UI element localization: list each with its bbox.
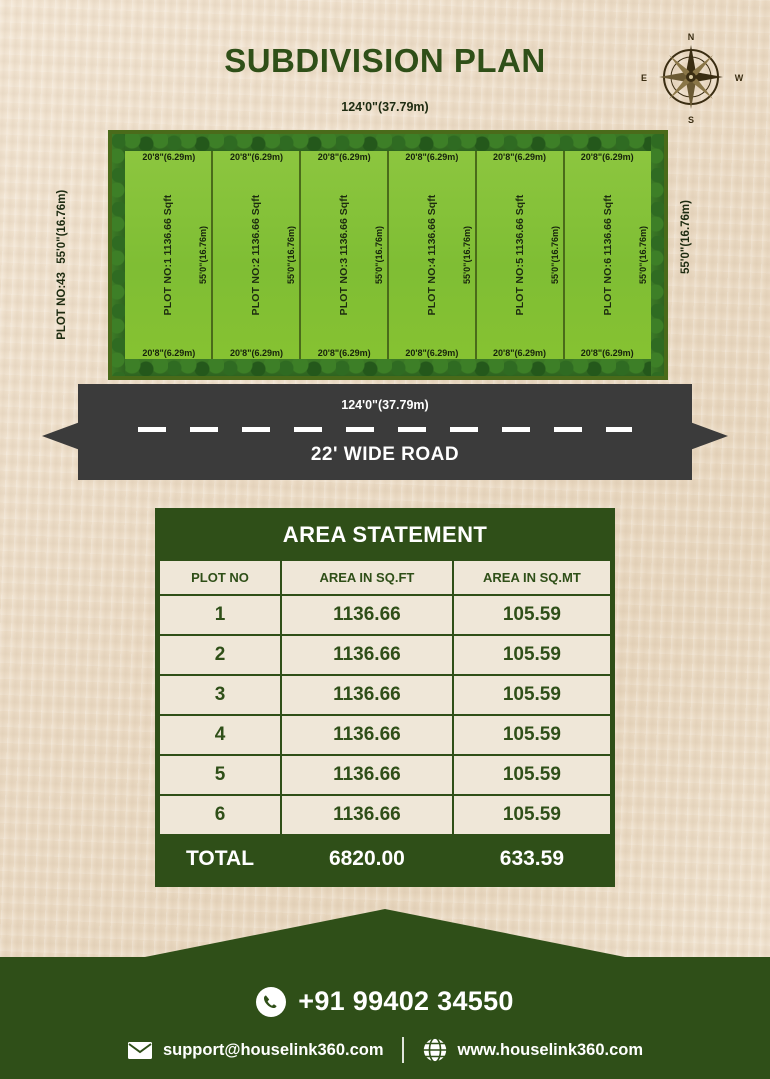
svg-text:S: S: [687, 115, 695, 125]
plot-top-dimension: 20'8"(6.29m): [580, 152, 634, 162]
road-center-line: [138, 427, 632, 432]
plot-side-dimension: 55'0"(16.76m): [638, 226, 648, 284]
area-table: [158, 559, 612, 884]
footer: [0, 904, 770, 1079]
plan-left-labels: [56, 190, 68, 340]
plot-bottom-dimension: 20'8"(6.29m): [142, 348, 196, 358]
footer-chevron-decor: [145, 909, 625, 957]
cell-area-sqmt: 105.59: [453, 675, 611, 715]
plot-bottom-dimension: 20'8"(6.29m): [493, 348, 546, 358]
plot-cell[interactable]: [213, 151, 301, 359]
table-row: [159, 675, 611, 715]
cell-plot-no: 2: [159, 635, 281, 675]
plot-area-label: 1136.66 Sqft: [426, 194, 438, 256]
plot-cell[interactable]: [389, 151, 477, 359]
area-statement-title: AREA STATEMENT: [158, 511, 612, 559]
road-dimension: 124'0"(37.79m): [341, 398, 429, 412]
cell-area-sqft: 1136.66: [281, 795, 453, 835]
hedge-left-decor: [112, 134, 125, 376]
table-row: [159, 635, 611, 675]
table-total-row: [159, 835, 611, 883]
envelope-icon: [127, 1041, 153, 1060]
neighbor-plot-label: PLOT NO:43: [56, 272, 68, 340]
plot-cell[interactable]: [565, 151, 651, 359]
road-label: 22' WIDE ROAD: [310, 444, 460, 465]
plot-number-label: PLOT NO:3: [338, 257, 350, 316]
hedge-bottom-decor: [112, 359, 664, 376]
table-row: [159, 795, 611, 835]
table-row: [159, 715, 611, 755]
cell-area-sqmt: 105.59: [453, 595, 611, 635]
table-header-row: [159, 560, 611, 595]
table-row: [159, 755, 611, 795]
column-header-plot-no: PLOT NO: [159, 560, 281, 595]
plot-side-dimension: 55'0"(16.76m): [462, 226, 472, 284]
plot-cell[interactable]: [125, 151, 213, 359]
page-title: SUBDIVISION PLAN: [224, 42, 546, 79]
plot-area-label: 1136.66 Sqft: [514, 194, 526, 256]
plot-bottom-dimension: 20'8"(6.29m): [230, 348, 283, 358]
cell-plot-no: 5: [159, 755, 281, 795]
plot-side-dimension: 55'0"(16.76m): [550, 226, 560, 284]
column-header-area-sqmt: AREA IN SQ.MT: [453, 560, 611, 595]
plot-area-label: 1136.66 Sqft: [602, 194, 614, 256]
plot-bottom-dimension: 20'8"(6.29m): [580, 348, 634, 358]
plot-number-label: PLOT NO:2: [250, 257, 262, 316]
footer-divider: [402, 1037, 404, 1063]
plot-side-dimension: 55'0"(16.76m): [286, 226, 296, 284]
area-statement-table: [155, 508, 615, 887]
plot-top-dimension: 20'8"(6.29m): [493, 152, 546, 162]
plot-side-dimension: 55'0"(16.76m): [374, 226, 384, 284]
footer-phone-number: +91 99402 34550: [298, 986, 514, 1016]
plan-top-dimension: 124'0"(37.79m): [341, 100, 429, 114]
road-arrow-right-icon: [690, 422, 728, 450]
cell-area-sqmt: 105.59: [453, 715, 611, 755]
cell-area-sqft: 1136.66: [281, 595, 453, 635]
plot-cell[interactable]: [477, 151, 565, 359]
cell-plot-no: 3: [159, 675, 281, 715]
svg-text:E: E: [640, 73, 648, 83]
cell-plot-no: 4: [159, 715, 281, 755]
hedge-top-decor: [112, 134, 664, 151]
footer-phone-row[interactable]: [0, 986, 770, 1017]
plan-left-dimension: 55'0"(16.76m): [56, 190, 68, 265]
plot-area-label: 1136.66 Sqft: [338, 194, 350, 256]
plot-top-dimension: 20'8"(6.29m): [317, 152, 371, 162]
cell-total-sqmt: 633.59: [453, 835, 611, 883]
cell-area-sqft: 1136.66: [281, 675, 453, 715]
plot-side-dimension: 55'0"(16.76m): [198, 226, 208, 284]
road-arrow-left-icon: [42, 422, 80, 450]
cell-total-sqft: 6820.00: [281, 835, 453, 883]
column-header-area-sqft: AREA IN SQ.FT: [281, 560, 453, 595]
plot-layout-diagram: [108, 130, 668, 380]
hedge-right-decor: [651, 134, 664, 376]
plot-strip: [125, 151, 651, 359]
road-diagram: [40, 384, 730, 480]
plot-top-dimension: 20'8"(6.29m): [142, 152, 196, 162]
cell-area-sqmt: 105.59: [453, 755, 611, 795]
plot-number-label: PLOT NO:1: [162, 257, 174, 316]
footer-website-item[interactable]: [422, 1037, 644, 1063]
cell-plot-no: 1: [159, 595, 281, 635]
plot-number-label: PLOT NO:6: [602, 257, 614, 316]
footer-contact-row: [0, 1037, 770, 1063]
plot-bottom-dimension: 20'8"(6.29m): [317, 348, 371, 358]
cell-area-sqmt: 105.59: [453, 635, 611, 675]
cell-area-sqft: 1136.66: [281, 715, 453, 755]
cell-total-label: TOTAL: [159, 835, 281, 883]
footer-email-text: support@houselink360.com: [162, 1040, 384, 1059]
footer-website-text: www.houselink360.com: [457, 1040, 644, 1059]
road-body: [78, 384, 692, 480]
plan-right-dimension: 55'0"(16.76m): [680, 200, 692, 275]
plot-cell[interactable]: [301, 151, 389, 359]
plot-number-label: PLOT NO:4: [426, 257, 438, 316]
phone-icon: [256, 987, 286, 1017]
cell-area-sqft: 1136.66: [281, 635, 453, 675]
plot-area-label: 1136.66 Sqft: [250, 194, 262, 256]
plot-area-label: 1136.66 Sqft: [162, 194, 174, 256]
cell-plot-no: 6: [159, 795, 281, 835]
svg-text:W: W: [734, 73, 744, 83]
svg-text:N: N: [687, 32, 695, 42]
cell-area-sqmt: 105.59: [453, 795, 611, 835]
globe-icon: [422, 1037, 448, 1063]
plot-number-label: PLOT NO:5: [514, 257, 526, 316]
table-row: [159, 595, 611, 635]
footer-email-item[interactable]: [127, 1041, 384, 1060]
plot-top-dimension: 20'8"(6.29m): [230, 152, 283, 162]
cell-area-sqft: 1136.66: [281, 755, 453, 795]
plot-bottom-dimension: 20'8"(6.29m): [405, 348, 459, 358]
plot-top-dimension: 20'8"(6.29m): [405, 152, 459, 162]
